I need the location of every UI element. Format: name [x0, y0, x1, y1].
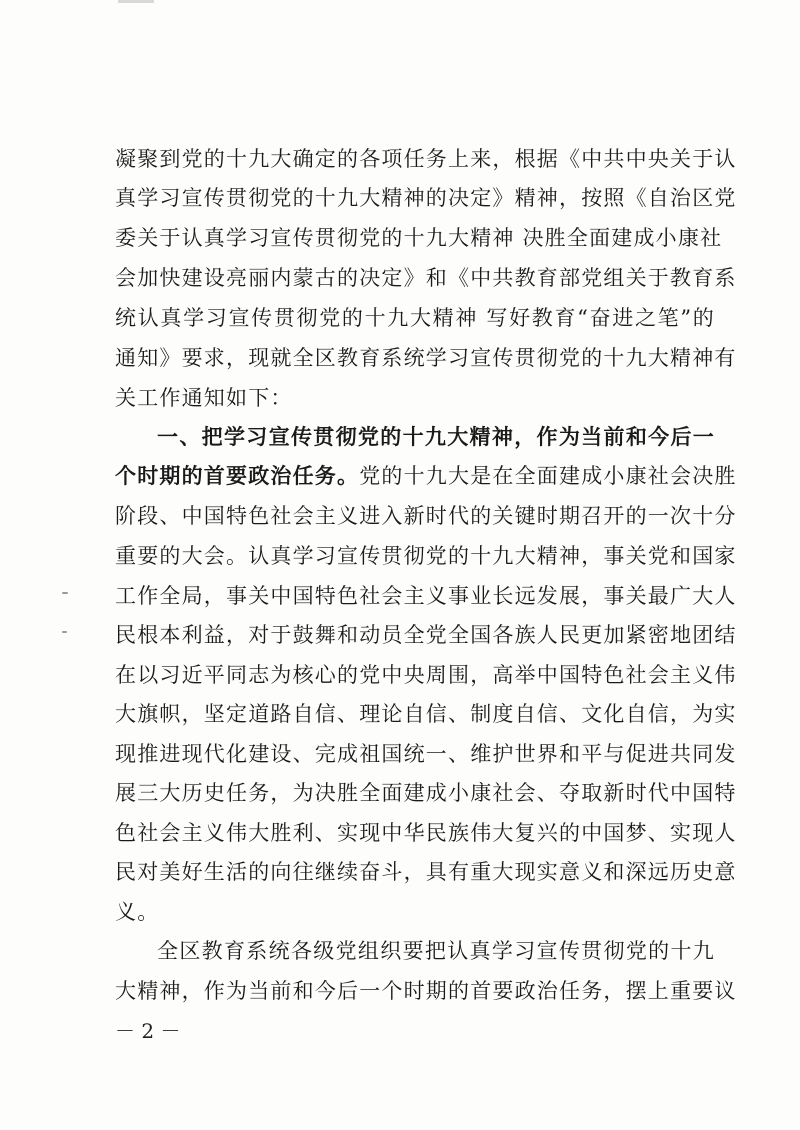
section-heading-line [115, 464, 737, 488]
body-text-line: 色社会主义伟大胜利、实现中华民族伟大复兴的中国梦、实现人 [115, 821, 737, 845]
body-text-line: 义。 [115, 900, 160, 924]
body-text-line: 民根本利益，对于鼓舞和动员全党全国各族人民更加紧密地团结 [115, 623, 737, 647]
body-text-line: 凝聚到党的十九大确定的各项任务上来，根据《中共中央关于认 [115, 147, 737, 171]
scan-artifact [118, 0, 154, 3]
body-text-segment: 党的十九大是在全面建成小康社会决胜 [359, 464, 737, 488]
body-text-line: 真学习宣传贯彻党的十九大精神的决定》精神，按照《自治区党 [115, 186, 737, 210]
scan-artifact [62, 592, 68, 594]
body-text-line: 关工作通知如下： [115, 386, 293, 410]
body-text-line: 全区教育系统各级党组织要把认真学习宣传贯彻党的十九 [157, 939, 715, 963]
body-text-line: 通知》要求，现就全区教育系统学习宣传贯彻党的十九大精神有 [115, 346, 737, 370]
body-text-line: 大旗帜，坚定道路自信、理论自信、制度自信、文化自信，为实 [115, 702, 737, 726]
body-text-line: 会加快建设亮丽内蒙古的决定》和《中共教育部党组关于教育系 [115, 266, 737, 290]
page-number: － 2 － [115, 1019, 181, 1043]
body-text-line: 现推进现代化建设、完成祖国统一、维护世界和平与促进共同发 [115, 742, 737, 766]
body-text-line: 工作全局，事关中国特色社会主义事业长远发展，事关最广大人 [115, 584, 737, 608]
body-text-line: 重要的大会。认真学习宣传贯彻党的十九大精神，事关党和国家 [115, 544, 737, 568]
body-text-line: 在以习近平同志为核心的党中央周围，高举中国特色社会主义伟 [115, 663, 737, 687]
body-text-line: 民对美好生活的向往继续奋斗，具有重大现实意义和深远历史意 [115, 860, 737, 884]
body-text-line: 大精神，作为当前和今后一个时期的首要政治任务，摆上重要议 [115, 979, 737, 1003]
body-text-line: 阶段、中国特色社会主义进入新时代的关键时期召开的一次十分 [115, 504, 737, 528]
body-text-line: 统认真学习宣传贯彻党的十九大精神 写好教育“奋进之笔”的 [115, 306, 715, 330]
section-heading: 一、把学习宣传贯彻党的十九大精神，作为当前和今后一 [157, 425, 715, 449]
scan-artifact [62, 631, 67, 633]
body-text-line: 委关于认真学习宣传贯彻党的十九大精神 决胜全面建成小康社 [115, 226, 723, 250]
body-text-line: 展三大历史任务，为决胜全面建成小康社会、夺取新时代中国特 [115, 781, 737, 805]
section-heading-tail: 个时期的首要政治任务。 [115, 464, 360, 488]
